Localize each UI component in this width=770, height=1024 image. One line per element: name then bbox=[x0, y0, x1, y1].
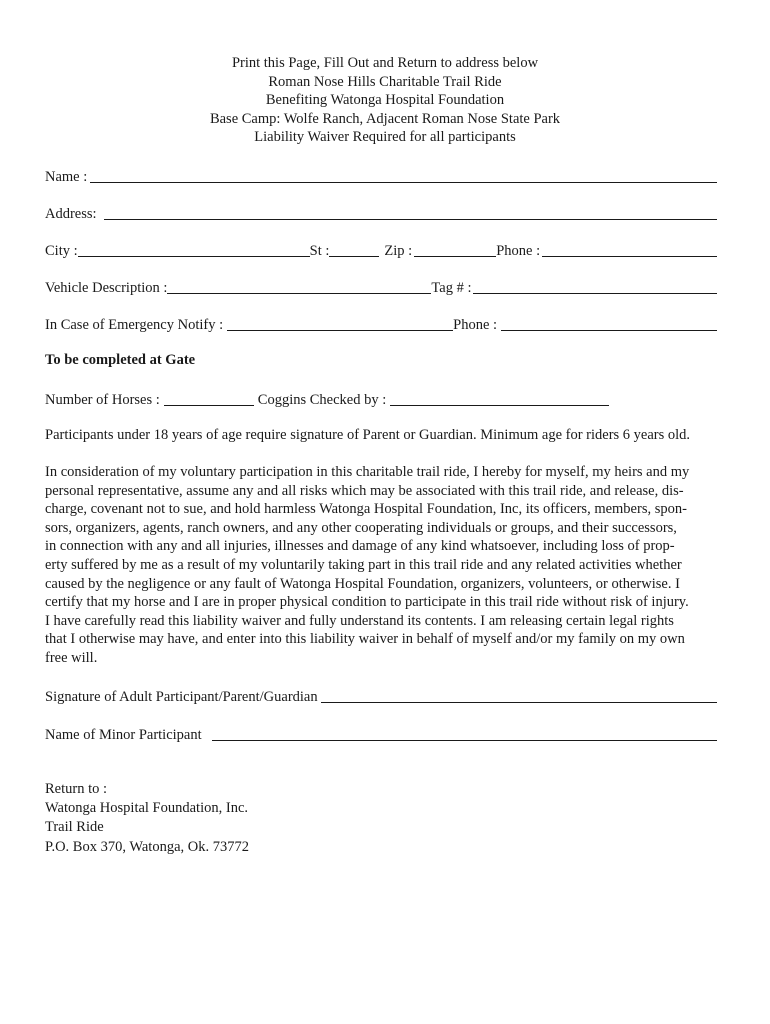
coggins-field[interactable] bbox=[390, 390, 609, 406]
waiver-line: I have carefully read this liability waiver and fully understand its contents. I am releasing certain legal rights bbox=[45, 612, 674, 629]
waiver-line: certify that my horse and I are in proper physical condition to participate in this trail ride without risk of injury. bbox=[45, 594, 689, 611]
emergency-phone-label: Phone : bbox=[453, 317, 498, 333]
city-field[interactable] bbox=[78, 241, 310, 257]
phone-field[interactable] bbox=[542, 241, 717, 257]
event-title: Roman Nose Hills Charitable Trail Ride bbox=[268, 73, 502, 90]
waiver-line: in connection with any and all injuries, illnesses and damage of any kind whatsoever, including loss of prop- bbox=[45, 538, 675, 555]
waiver-requirement-line: Liability Waiver Required for all participants bbox=[254, 129, 516, 145]
waiver-line: In consideration of my voluntary participation in this charitable trail ride, I hereby for myself, my heirs and my bbox=[45, 464, 690, 480]
name-row bbox=[45, 166, 717, 186]
return-address-block bbox=[45, 780, 249, 857]
waiver-line: that I otherwise may have, and enter into this liability waiver in behalf of myself and/or my family on my own bbox=[45, 631, 685, 648]
header-instruction: Print this Page, Fill Out and Return to address below bbox=[231, 55, 539, 71]
return-organization: Watonga Hospital Foundation, Inc. bbox=[45, 800, 249, 817]
coggins-label: Coggins Checked by : bbox=[257, 392, 387, 408]
address-row bbox=[45, 203, 717, 223]
emergency-contact-field[interactable] bbox=[227, 315, 453, 331]
emergency-label: In Case of Emergency Notify : bbox=[45, 317, 224, 333]
vehicle-label: Vehicle Description : bbox=[45, 280, 168, 296]
waiver-line: erty suffered by me as a result of my voluntarily taking part in this trail ride and any related activities whether bbox=[45, 556, 682, 573]
signature-label: Signature of Adult Participant/Parent/Guardian bbox=[45, 689, 318, 705]
minor-name-label: Name of Minor Participant bbox=[45, 727, 202, 743]
waiver-line: charge, covenant not to sue, and hold harmless Watonga Hospital Foundation, Inc, its officers, members, spon- bbox=[45, 501, 687, 518]
city-row bbox=[45, 240, 717, 260]
waiver-line: caused by the negligence or any fault of Watonga Hospital Foundation, organizers, volunteers, or otherwise. I bbox=[45, 575, 680, 592]
beneficiary-line: Benefiting Watonga Hospital Foundation bbox=[265, 92, 505, 108]
waiver-paragraph bbox=[45, 463, 717, 668]
minor-age-note: Participants under 18 years of age require signature of Parent or Guardian. Minimum age for riders 6 years old. bbox=[45, 427, 691, 443]
name-field[interactable] bbox=[90, 167, 717, 183]
name-label: Name : bbox=[45, 169, 88, 185]
tag-label: Tag # : bbox=[431, 280, 472, 296]
waiver-line: personal representative, assume any and all risks which may be associated with this trail ride, and release, dis- bbox=[45, 482, 684, 499]
vehicle-field[interactable] bbox=[167, 278, 431, 294]
emergency-row bbox=[45, 314, 717, 334]
gate-heading: To be completed at Gate bbox=[45, 352, 196, 368]
return-label: Return to : bbox=[45, 781, 108, 797]
base-camp-line: Base Camp: Wolfe Ranch, Adjacent Roman Nose State Park bbox=[209, 110, 561, 127]
gate-row bbox=[45, 389, 717, 409]
city-label: City : bbox=[45, 243, 78, 259]
address-label: Address: bbox=[45, 206, 97, 222]
state-label: St : bbox=[309, 243, 330, 259]
waiver-line: free will. bbox=[45, 649, 98, 666]
address-field[interactable] bbox=[104, 204, 717, 220]
waiver-line: sors, organizers, agents, ranch owners, and any other cooperating individuals or groups, and their successors, bbox=[45, 519, 677, 536]
zip-field[interactable] bbox=[414, 241, 496, 257]
return-department: Trail Ride bbox=[45, 819, 104, 836]
vehicle-row bbox=[45, 277, 717, 297]
state-field[interactable] bbox=[329, 241, 379, 257]
form-header bbox=[0, 54, 770, 147]
tag-field[interactable] bbox=[473, 278, 717, 294]
minor-name-row bbox=[45, 724, 717, 744]
emergency-phone-field[interactable] bbox=[501, 315, 717, 331]
zip-label: Zip : bbox=[384, 243, 413, 259]
horses-label: Number of Horses : bbox=[45, 392, 160, 408]
signature-row bbox=[45, 686, 717, 706]
phone-label: Phone : bbox=[496, 243, 541, 259]
horses-field[interactable] bbox=[164, 390, 254, 406]
minor-name-field[interactable] bbox=[212, 725, 717, 741]
return-po-box: P.O. Box 370, Watonga, Ok. 73772 bbox=[45, 838, 249, 855]
signature-field[interactable] bbox=[321, 687, 717, 703]
